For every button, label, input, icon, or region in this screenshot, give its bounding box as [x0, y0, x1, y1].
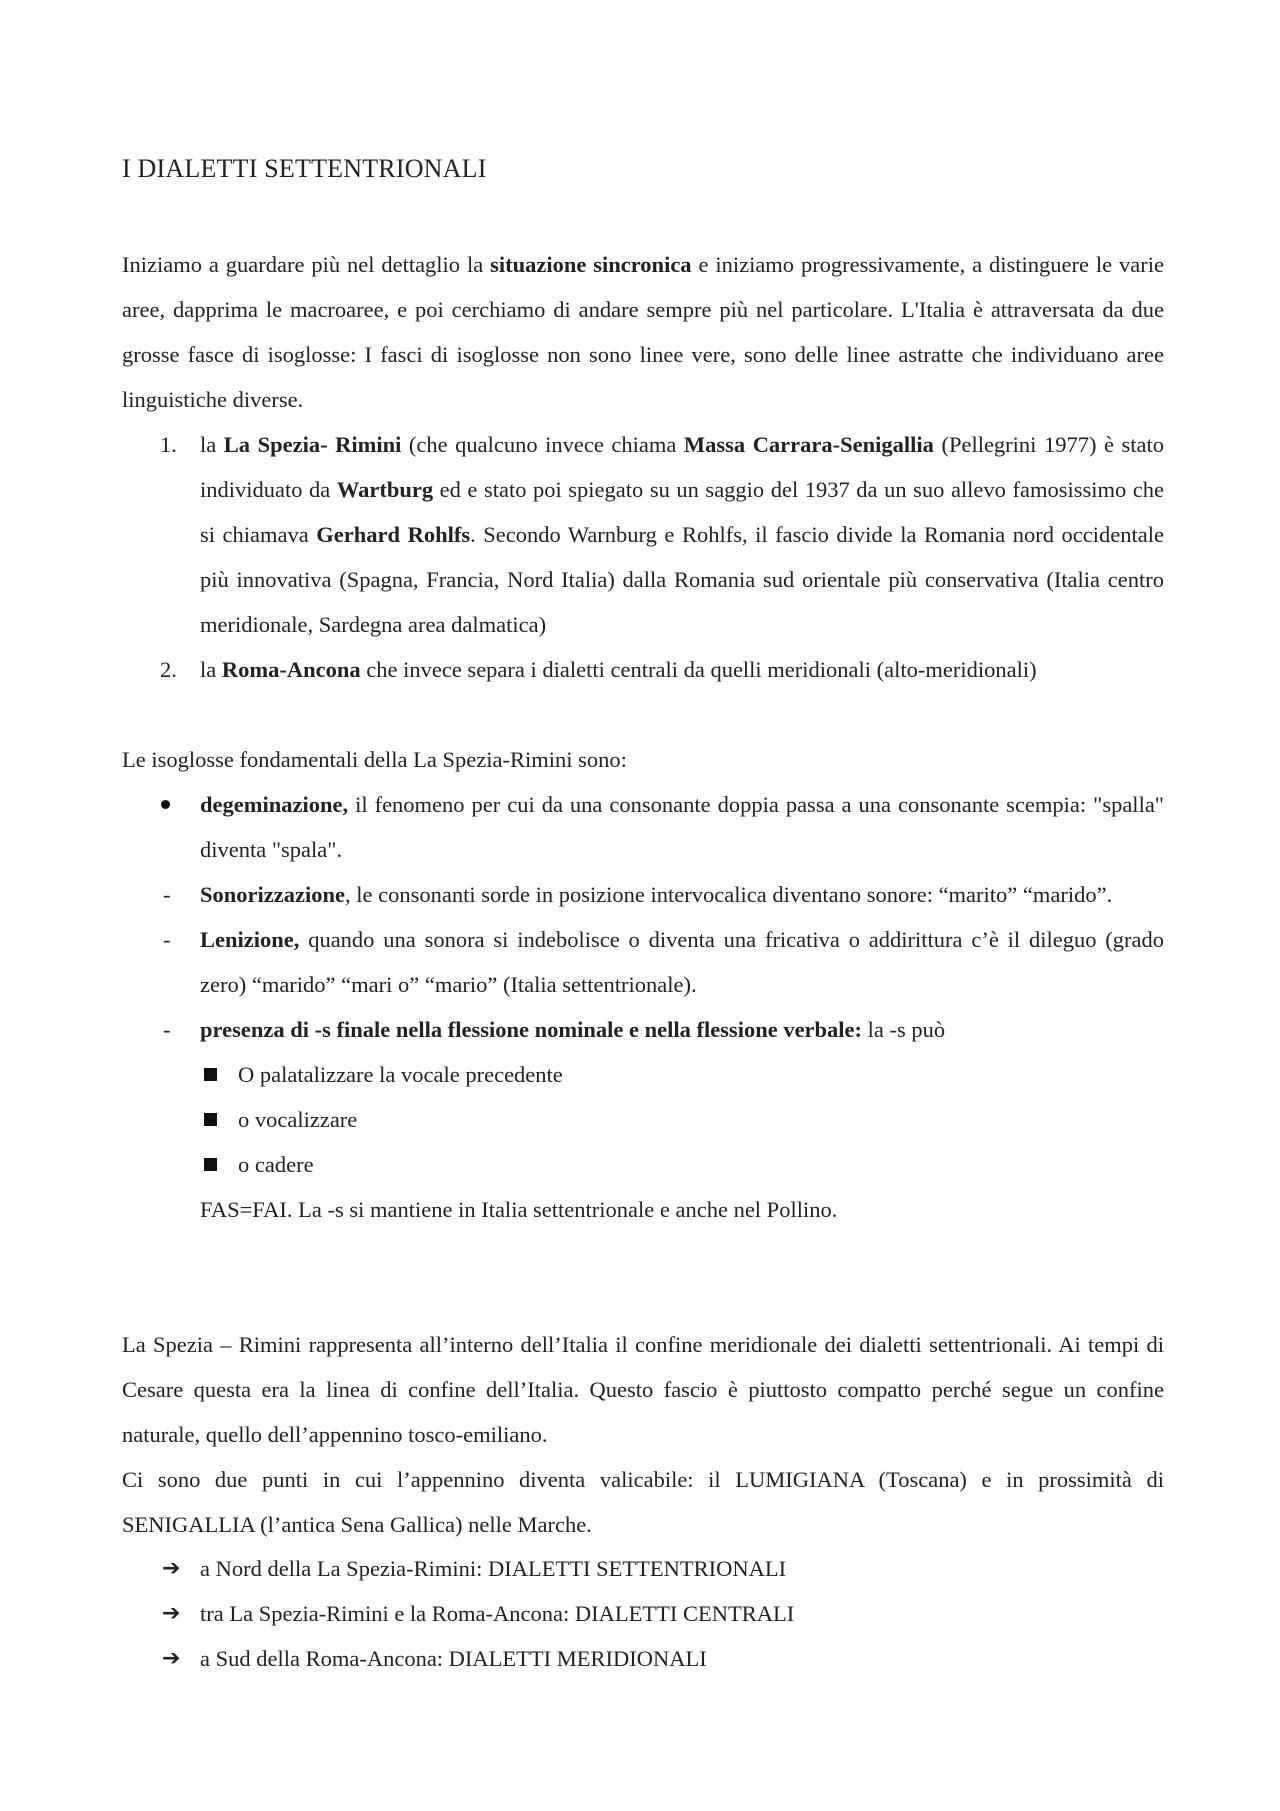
text-span: O palatalizzare la vocale precedente: [238, 1062, 563, 1087]
text-span: tra La Spezia-Rimini e la Roma-Ancona: DIALETTI CENTRALI: [200, 1601, 795, 1626]
text-span: a Sud della Roma-Ancona: DIALETTI MERIDIONALI: [200, 1646, 707, 1671]
text-span: , le consonanti sorde in posizione intervocalica diventano sonore: “marito” “marido”.: [344, 882, 1113, 907]
bold-term: Wartburg: [336, 477, 434, 502]
bold-term: Gerhard Rohlfs: [316, 522, 471, 547]
sub-list-item: [122, 1097, 1164, 1142]
arrow-right-icon: ➔: [162, 1646, 181, 1671]
list-item: [122, 917, 1164, 1007]
arrow-right-icon: ➔: [162, 1556, 181, 1581]
list-number: 1.: [160, 432, 177, 457]
text-span: o vocalizzare: [238, 1107, 358, 1132]
bold-term: presenza di -s finale nella flessione nominale e nella flessione verbale:: [200, 1017, 863, 1042]
text-span: quando una sonora si indebolisce o diventa una fricativa o addirittura c’è il dileguo (grado zero) “marido” “mari o” “mario” (Italia settentrionale).: [200, 927, 1164, 997]
text-span: la: [200, 657, 222, 682]
bullet-icon: [161, 800, 170, 809]
bold-term: La Spezia- Rimini: [223, 432, 402, 457]
square-bullet-icon: [204, 1158, 217, 1171]
square-bullet-icon: [204, 1068, 217, 1081]
features-list: [122, 782, 1164, 1232]
text-span: (che qualcuno invece chiama: [401, 432, 684, 457]
square-bullet-icon: [204, 1113, 217, 1126]
list-item: [122, 647, 1164, 692]
page-title: I DIALETTI SETTENTRIONALI: [122, 154, 487, 183]
arrow-list: [122, 1546, 1164, 1681]
sub-list-item: [122, 1142, 1164, 1187]
bold-term: Sonorizzazione: [200, 882, 345, 907]
text-span: . Secondo Warnburg e Rohlfs, il fascio divide la Romania nord occidentale più innovativa (Spagna, Francia, Nord Italia) dalla Romania sud orientale più conservativa (Italia centro meridionale, Sardegna area dalmatica): [200, 522, 1164, 637]
text-span: la: [200, 432, 224, 457]
list-number: 2.: [160, 657, 177, 682]
bold-term: situazione sincronica: [490, 252, 692, 277]
numbered-list: [122, 422, 1164, 692]
confine-paragraph: [122, 1322, 1164, 1547]
arrow-right-icon: ➔: [162, 1601, 181, 1626]
arrow-item: [122, 1591, 1164, 1636]
intro-paragraph: [122, 242, 1164, 422]
text-span: e iniziamo progressivamente, a distinguere le varie aree, dapprima le macroaree, e poi cerchiamo di andare sempre più nel particolare. L'Italia è attraversata da due grosse fasce di isoglosse: I fasci di isoglosse non sono linee vere, sono delle linee astratte che individuano aree linguistiche diverse.: [122, 252, 1164, 412]
text-span: ed e stato poi spiegato su un saggio del 1937 da un suo allevo famosissimo che si chiamava: [200, 477, 1164, 547]
list-item: [122, 422, 1164, 647]
text-span: il fenomeno per cui da una consonante doppia passa a una consonante scempia: "spalla" diventa "spala".: [200, 792, 1164, 862]
text-block: Ci sono due punti in cui l’appennino diventa valicabile: il LUMIGIANA (Toscana) e in prossimità di SENIGALLIA (l’antica Sena Gallica) nelle Marche.: [122, 1467, 1164, 1537]
text-span: Iniziamo a guardare più nel dettaglio la: [122, 252, 491, 277]
bold-term: Roma-Ancona: [221, 657, 361, 682]
text-block: La Spezia – Rimini rappresenta all’interno dell’Italia il confine meridionale dei dialetti settentrionali. Ai tempi di Cesare questa era la linea di confine dell’Italia. Questo fascio è piuttosto compatto perché segue un confine naturale, quello dell’appennino tosco-emiliano.: [122, 1332, 1164, 1447]
text-span: la -s può: [862, 1017, 946, 1042]
sub-list: [122, 1052, 1164, 1187]
text-span: a Nord della La Spezia-Rimini: DIALETTI SETTENTRIONALI: [200, 1556, 787, 1581]
fas-note: FAS=FAI. La -s si mantiene in Italia settentrionale e anche nel Pollino.: [200, 1197, 838, 1222]
sub-list-item: [122, 1052, 1164, 1097]
bold-term: degeminazione,: [200, 792, 349, 817]
dash-marker: -: [163, 1017, 171, 1042]
arrow-item: [122, 1636, 1164, 1681]
list-item: [122, 782, 1164, 872]
arrow-item: [122, 1546, 1164, 1591]
text-span: che invece separa i dialetti centrali da quelli meridionali (alto-meridionali): [360, 657, 1037, 682]
list-item: [122, 1007, 1164, 1052]
dash-marker: -: [163, 927, 171, 952]
text-span: (Pellegrini 1977) è stato individuato da: [200, 432, 1165, 502]
isoglosse-intro: Le isoglosse fondamentali della La Spezia-Rimini sono:: [122, 747, 627, 772]
bold-term: Lenizione,: [200, 927, 300, 952]
text-span: o cadere: [238, 1152, 314, 1177]
bold-term: Massa Carrara-Senigallia: [683, 432, 934, 457]
list-item: [122, 872, 1164, 917]
dash-marker: -: [163, 882, 171, 907]
